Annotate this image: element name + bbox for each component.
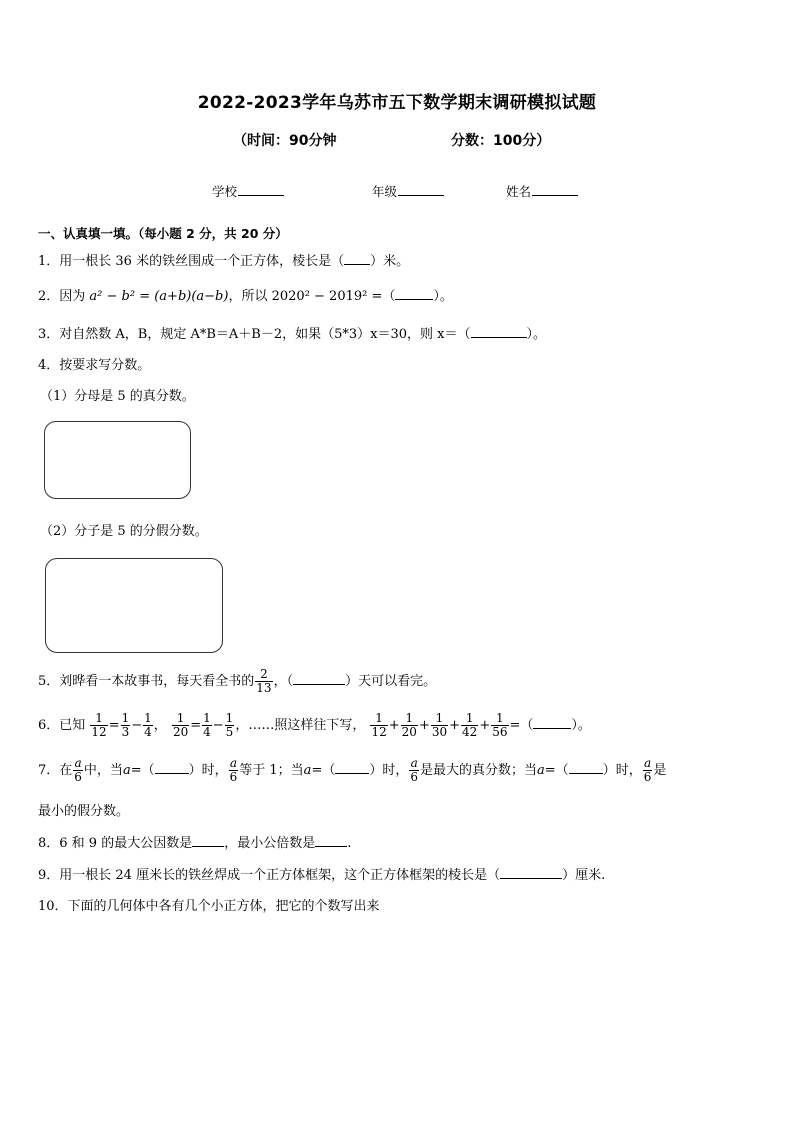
q7-variable: a [122,763,131,778]
school-label: 学校 [212,184,238,199]
q6-sum-fraction [491,712,508,739]
question-6: 6．已知 $\frac{1}{12}$ = $\frac{1}{3}$ − $\frac{1}{4}$ ， $\frac{1}{20}$ = $\frac{1}{4}$ − $\frac{1}{5}$ ，……照这样往下写， $\frac{1}{12}$ + $\frac{1}{20}$ + $\frac{1}{30}$ + $\frac{1}{42}$ + $\frac{1}{56}$ =（ ）。 [38,711,591,739]
q7-fraction-den: 6 [643,770,652,784]
q7-fraction [409,757,419,784]
q6-f2-den: 3 [121,725,130,739]
q3-text: 3．对自然数 A，B，规定 A*B＝A＋B－2，如果（5*3）x＝30，则 x＝（ [38,327,471,342]
exam-score: 分数：100分） [451,133,551,149]
q6-fraction [225,712,235,739]
q4-1-answer-box[interactable] [44,421,191,499]
q2-text: 2．因为 [38,289,86,304]
q6-f2-num: 1 [121,711,130,725]
q7-variable: a [537,763,545,778]
q6-g5-num: 1 [491,712,508,726]
q7-answer-blank-2[interactable] [335,761,369,774]
q9-text: 9．用一根长 24 厘米长的铁丝焊成一个正方体框架，这个正方体框架的棱长是（ [38,868,501,883]
q6-f4-den: 20 [172,725,189,739]
q2-text-mid: ，所以 [228,289,268,304]
q3-text-end: ）。 [526,327,547,342]
q6-f3-den: 4 [144,725,152,739]
q7-fraction-num: a [229,756,238,770]
q6-sum-fraction [370,712,387,739]
q2-paren-open: （ [382,289,396,304]
q8-text-mid: ，最小公倍数是 [224,836,316,851]
q7-fraction-den: 6 [74,770,82,784]
q6-f1-num: 1 [90,712,107,726]
question-9 [38,864,605,883]
q7-fraction-num: a [410,756,418,770]
q6-g5-den: 56 [492,725,508,739]
q6-text: 6．已知 [38,718,86,733]
q9-answer-blank[interactable] [500,866,562,879]
question-5 [38,668,436,695]
q6-fraction [172,712,189,739]
q7-text-then: ）时， [602,763,642,778]
q7-equals: =（ [544,763,569,778]
q7-answer-blank-1[interactable] [155,761,189,774]
q7-fraction [643,757,653,784]
q6-sum-fraction [431,712,448,739]
section-heading: 一、认真填一填。（每小题 2 分，共 20 分） [38,226,288,241]
q7-fraction-num: a [643,756,652,770]
q6-text-end: ）。 [571,718,591,733]
q7-fraction [229,757,239,784]
q2-expression: 2020² − 2019² = [271,289,383,304]
q6-equals: =（ [509,718,534,733]
q7-equals: =（ [130,763,155,778]
q5-text-end: ）天可以看完。 [345,674,437,689]
q2-text-end: ）。 [433,289,453,304]
q3-answer-blank[interactable] [471,325,527,338]
q7-equals: =（ [311,763,336,778]
q6-g2-den: 20 [401,725,417,739]
q7-text: 7．在 [38,763,73,778]
q6-sum-fraction [401,712,418,739]
q7-text-then: ）时， [369,763,409,778]
q6-fraction [143,712,153,739]
q8-text: 8．6 和 9 的最大公因数是 [38,836,193,851]
q6-g1-num: 1 [370,712,387,726]
q5-numerator: 2 [255,668,272,682]
name-field[interactable] [506,182,578,200]
q6-text-mid: ，……照这样往下写， [235,718,366,733]
q6-g1-den: 12 [371,725,387,739]
q6-g2-num: 1 [401,712,418,726]
q5-fraction [255,668,272,695]
q7-answer-blank-3[interactable] [569,761,603,774]
q5-denominator: 13 [256,681,272,695]
q7-variable: a [303,763,312,778]
q6-g4-den: 42 [462,725,478,739]
q7-fraction-den: 6 [410,770,418,784]
q8-answer-blank-2[interactable] [315,834,347,847]
question-1 [38,250,409,269]
q6-g4-num: 1 [461,712,478,726]
q8-text-end: . [347,836,352,851]
q7-text-equals-one: 等于 1；当 [239,763,304,778]
question-4: 4．按要求写分数。 [38,358,151,373]
q4-2-answer-box[interactable] [45,558,223,653]
question-10: 10．下面的几何体中各有几个小正方体，把它的个数写出来 [38,899,380,914]
grade-field[interactable] [372,182,444,200]
q1-text: 1．用一根长 36 米的铁丝围成一个正方体，棱长是（ [38,254,345,269]
question-7-cont: 最小的假分数。 [38,804,130,819]
question-3 [38,323,546,342]
q1-text-end: ）米。 [370,254,410,269]
school-field[interactable] [212,182,284,200]
q7-fraction-num: a [74,756,82,770]
q6-g3-num: 1 [431,712,448,726]
q6-fraction [121,712,131,739]
q6-answer-blank[interactable] [533,716,571,729]
q8-answer-blank-1[interactable] [192,834,224,847]
q6-f4-num: 1 [172,712,189,726]
q7-text-proper: 是最大的真分数；当 [420,763,538,778]
q7-text-then: ）时， [188,763,228,778]
q6-g3-den: 30 [431,725,448,739]
q2-formula: a² − b² = (a+b)(a−b) [89,289,229,304]
q7-fraction-den: 6 [229,770,238,784]
q6-fraction [202,712,212,739]
q2-answer-blank[interactable] [395,287,433,300]
exam-time: （时间：90分钟 [233,133,337,149]
grade-label: 年级 [372,184,398,199]
q5-paren-open: ，（ [273,674,294,689]
question-2 [38,285,453,304]
q1-answer-blank[interactable] [344,252,370,265]
q5-text: 5．刘晔看一本故事书，每天看全书的 [38,674,255,689]
q7-text-is: 是 [653,763,667,778]
q7-fraction [73,757,83,784]
q6-fraction [90,712,107,739]
q9-text-end: ）厘米. [562,868,606,883]
name-label: 姓名 [506,184,532,199]
question-4-1: （1）分母是 5 的真分数。 [40,389,195,404]
q6-f1-den: 12 [91,725,107,739]
q5-answer-blank[interactable] [293,672,345,685]
question-8 [38,832,351,851]
q6-f5-den: 4 [203,725,211,739]
q6-f6-num: 1 [225,711,234,725]
question-4-2: （2）分子是 5 的分假分数。 [40,524,208,539]
q6-sum-fraction [461,712,478,739]
q6-f5-num: 1 [203,711,211,725]
q6-f3-num: 1 [144,711,152,725]
question-7 [38,757,666,784]
page-title: 2022-2023学年乌苏市五下数学期末调研模拟试题 [197,93,597,113]
q7-text-when: 中，当 [83,763,123,778]
q6-f6-den: 5 [225,725,234,739]
